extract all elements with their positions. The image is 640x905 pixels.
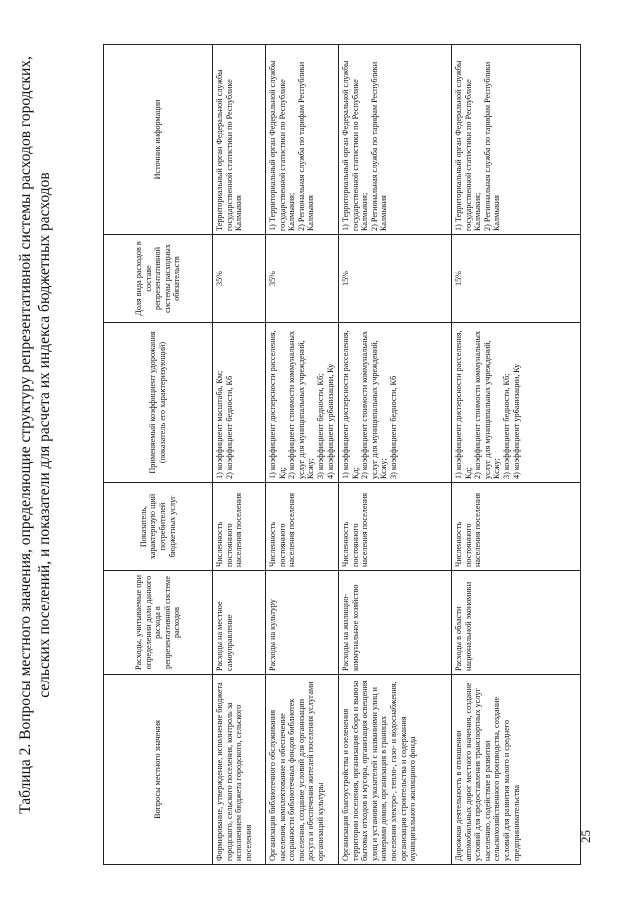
cell-question: Дорожная деятельность в отношении автомобильных дорог местного значения, создание условий для предоставления транспортных услуг населению, содействие в развитии сельскохозяйственного производства, создание условий для развития малого и среднего предпринимательства <box>452 675 581 865</box>
cell-source <box>452 45 581 235</box>
cell-share: 15% <box>339 235 452 323</box>
source-line: 1) Территориальный орган Федеральной службы государственной статистики по Республике Калмыкия; <box>341 60 370 231</box>
cell-source <box>213 45 266 235</box>
table-row <box>213 45 266 865</box>
header-share: Доля вида расходов в составе репрезентативной системы расходных обязательств <box>104 235 213 323</box>
header-source: Источник информации <box>104 45 213 235</box>
coef-line: 2) коэффициент стоимости коммунальных услуг для муниципальных учреждений, Ксжу; <box>473 331 502 479</box>
cell-question: Формирование, утверждение, исполнение бюджета городского, сельского поселения, контроль за исполнением бюджета городского, сельского поселения <box>213 675 266 865</box>
coef-line: 1) коэффициент дисперсности расселения, Кд; <box>341 330 360 479</box>
table-row <box>452 45 581 865</box>
cell-coefficients <box>452 323 581 483</box>
coef-line: 3) коэффициент бедности, Кб <box>388 375 398 479</box>
cell-indicator: Численность постоянного населения поселения <box>452 483 581 571</box>
cell-expense: Расходы в области национальной экономики <box>452 571 581 675</box>
source-line: 2) Региональная служба по тарифам Республики Калмыкия <box>369 61 389 231</box>
source-line: 2) Региональная служба по тарифам Республики Калмыкия <box>482 61 502 231</box>
cell-coefficients <box>339 323 452 483</box>
cell-share: 15% <box>452 235 581 323</box>
cell-expense: Расходы на жилищно-коммунальное хозяйство <box>339 571 452 675</box>
table-header-row <box>104 45 213 865</box>
coef-line: 1) коэффициент дисперсности расселения, Кд; <box>454 330 473 479</box>
coef-line: 2) коэффициент стоимости коммунальных услуг для муниципальных учреждений, Ксжу; <box>287 331 316 479</box>
table-row <box>339 45 452 865</box>
title-line-2: сельских поселений, и показатели для расчета их индекса бюджетных расходов <box>36 172 53 698</box>
cell-indicator: Численность постоянного населения поселения <box>266 483 339 571</box>
title-line-1: Таблица 2. Вопросы местного значения, определяющие структуру репрезентативной системы расходов городских, <box>17 56 34 814</box>
cell-share: 35% <box>213 235 266 323</box>
header-indicator: Показатель, характеризую щий потребителей бюджетных услуг <box>104 483 213 571</box>
cell-indicator: Численность постоянного населения поселения <box>339 483 452 571</box>
source-line: 1) Территориальный орган Федеральной службы государственной статистики по Республике Калмыкия; <box>268 60 297 231</box>
source-line: 2) Региональная служба по тарифам Республики Калмыкия <box>296 61 316 231</box>
table-row <box>266 45 339 865</box>
cell-expense: Расходы на местное самоуправление <box>213 571 266 675</box>
page-number: 25 <box>578 830 593 843</box>
cell-share: 35% <box>266 235 339 323</box>
cell-question: Организация благоустройства и озеленения территории поселения, организация сбора и вывоза бытовых отходов и мусора, организация освещения улиц и установки указателей с названиями улиц и номерами домов, организация в границах поселения электро-, тепло-, газо- и водоснабжения, организация строительства и содержания муниципального жилищного фонда <box>339 675 452 865</box>
cell-source <box>339 45 452 235</box>
cell-coefficients <box>213 323 266 483</box>
source-line: 1) Территориальный орган Федеральной службы государственной статистики по Республике Калмыкия; <box>454 60 483 231</box>
table-title <box>16 55 54 815</box>
coef-line: 4) коэффициент урбанизации, Ку <box>511 363 521 479</box>
cell-source <box>266 45 339 235</box>
source-line: Территориальный орган Федеральной службы государственной статистики по Республике Калмыкия <box>215 69 244 231</box>
coef-line: 2) коэффициент стоимости коммунальных услуг для муниципальных учреждений, Ксжу; <box>360 331 389 479</box>
cell-coefficients <box>266 323 339 483</box>
header-question: Вопросы местного значения <box>104 675 213 865</box>
cell-indicator: Численность постоянного населения поселения <box>213 483 266 571</box>
budget-expenses-table <box>103 44 581 865</box>
coef-line: 4) коэффициент урбанизации, Ку <box>325 363 335 479</box>
header-expense: Расходы, учитываемые при определении доли данного расхода в репрезентативной системе расходов <box>104 571 213 675</box>
header-coefficient: Применяемый коэффициент удорожания (показатель его характеризующий) <box>104 323 213 483</box>
coef-line: 3) коэффициент бедности, Кб; <box>315 373 325 479</box>
coef-line: 1) коэффициент дисперсности расселения, Кд; <box>268 330 287 479</box>
coef-line: 3) коэффициент бедности, Кб; <box>501 373 511 479</box>
cell-expense: Расходы на культуру <box>266 571 339 675</box>
coef-line: 1) коэффициент масштаба, Км; <box>215 370 224 479</box>
cell-question: Организация библиотечного обслуживания населения, комплектование и обеспечение сохранности библиотечных фондов библиотек поселения, создание условий для организации досуга и обеспечения жителей поселения услугами организаций культуры <box>266 675 339 865</box>
coef-line: 2) коэффициент бедности, Кб <box>224 375 234 479</box>
